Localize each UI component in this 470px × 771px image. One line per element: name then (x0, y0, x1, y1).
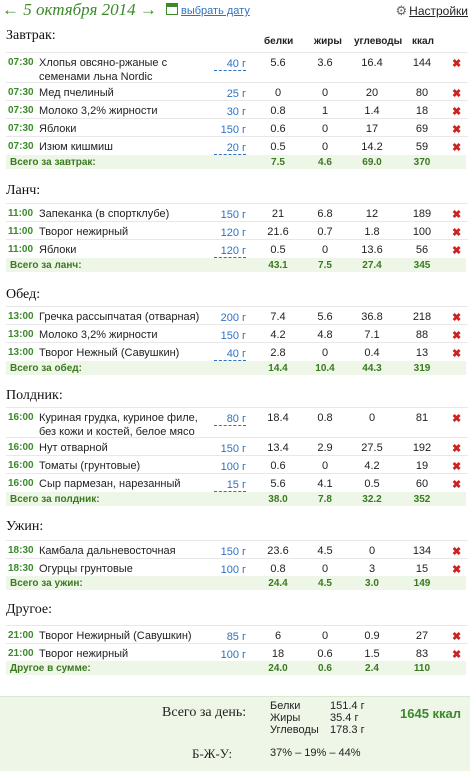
meal-total-label: Всего за ланч: (10, 260, 82, 271)
meal-time: 07:30 (8, 87, 34, 98)
total-fat: 0.6 (318, 663, 332, 674)
weight-link[interactable]: 150 г (214, 546, 246, 559)
food-row (6, 455, 468, 474)
kcal-value: 83 (415, 648, 429, 660)
food-name[interactable]: Гречка рассыпчатая (отварная) (39, 311, 200, 323)
protein-value: 5.6 (270, 57, 286, 69)
food-name[interactable]: Хлопья овсяно-ржаные с семенами льна Nordic (39, 57, 168, 83)
fat-value: 0 (321, 630, 329, 642)
fat-value: 5.6 (317, 311, 333, 323)
protein-value: 4.2 (270, 329, 286, 341)
food-row (6, 540, 468, 559)
fat-value: 4.8 (317, 329, 333, 341)
delete-icon[interactable]: ✖ (452, 124, 462, 136)
total-protein: 7.5 (271, 157, 285, 168)
total-fat: 4.5 (318, 578, 332, 589)
protein-value: 21 (271, 208, 285, 220)
meal-title: Ланч: (6, 183, 41, 198)
food-row (6, 342, 468, 361)
day-fat-value: 35.4 г (330, 712, 359, 724)
fat-value: 0 (321, 563, 329, 575)
fat-value: 0.8 (317, 412, 333, 424)
food-name[interactable]: Творог нежирный (39, 648, 129, 660)
day-protein-value: 151.4 г (330, 700, 365, 712)
weight-link[interactable]: 150 г (214, 209, 246, 222)
total-kcal: 110 (413, 663, 431, 674)
delete-icon[interactable]: ✖ (452, 546, 462, 558)
carbs-value: 1.4 (364, 105, 380, 117)
meal-time: 13:00 (8, 347, 34, 358)
carbs-value: 0.5 (364, 478, 380, 490)
carbs-value: 13.6 (361, 244, 383, 256)
food-name[interactable]: Творог Нежирный (Савушкин) (39, 630, 192, 642)
carbs-value: 12 (365, 208, 379, 220)
food-row (6, 136, 468, 155)
weight-link[interactable]: 120 г (214, 227, 246, 240)
food-name[interactable]: Молоко 3,2% жирности (39, 329, 158, 341)
meal-total (6, 492, 466, 506)
meal-title: Ужин: (6, 519, 44, 534)
total-carbs: 69.0 (362, 157, 382, 168)
protein-value: 18 (271, 648, 285, 660)
weight-link[interactable]: 150 г (214, 443, 246, 456)
protein-value: 0.8 (270, 563, 286, 575)
fat-value: 4.5 (317, 545, 333, 557)
carbs-value: 0.4 (364, 347, 380, 359)
kcal-value: 69 (415, 123, 429, 135)
total-protein: 43.1 (268, 260, 288, 271)
delete-icon[interactable]: ✖ (452, 413, 462, 425)
total-kcal: 370 (413, 157, 431, 168)
total-kcal: 352 (413, 494, 431, 505)
food-name[interactable]: Огурцы грунтовые (39, 563, 133, 575)
food-row (6, 625, 468, 644)
kcal-value: 13 (415, 347, 429, 359)
kcal-value: 19 (415, 460, 429, 472)
weight-link[interactable]: 100 г (214, 461, 246, 474)
meal-total (6, 661, 466, 675)
weight-link[interactable]: 20 г (214, 142, 246, 155)
meal-time: 18:30 (8, 563, 34, 574)
fat-value: 0 (321, 347, 329, 359)
pick-date-link[interactable] (166, 3, 250, 17)
weight-link[interactable]: 120 г (214, 245, 246, 258)
kcal-value: 80 (415, 87, 429, 99)
protein-value: 0.5 (270, 141, 286, 153)
meal-time: 16:00 (8, 442, 34, 453)
meal-time: 07:30 (8, 105, 34, 116)
weight-link[interactable]: 150 г (214, 124, 246, 137)
weight-link[interactable]: 80 г (214, 413, 246, 426)
fat-value: 0 (321, 123, 329, 135)
fat-value: 4.1 (317, 478, 333, 490)
weight-link[interactable]: 150 г (214, 330, 246, 343)
top-bar (0, 0, 470, 20)
food-row (6, 82, 468, 101)
protein-value: 13.4 (267, 442, 289, 454)
total-carbs: 2.4 (365, 663, 379, 674)
total-protein: 38.0 (268, 494, 288, 505)
weight-link[interactable]: 30 г (214, 106, 246, 119)
total-kcal: 345 (413, 260, 431, 271)
food-name[interactable]: Яблоки (39, 244, 77, 256)
weight-link[interactable]: 40 г (214, 348, 246, 361)
carbs-value: 0.9 (364, 630, 380, 642)
total-protein: 14.4 (268, 363, 288, 374)
day-summary (0, 696, 470, 771)
protein-value: 21.6 (267, 226, 289, 238)
day-protein-label: Белки (270, 700, 301, 712)
food-row (6, 52, 468, 83)
food-name[interactable]: Творог нежирный (39, 226, 129, 238)
fat-value: 0.6 (317, 648, 333, 660)
carbs-value: 0 (368, 545, 376, 557)
kcal-value: 18 (415, 105, 429, 117)
carbs-value: 1.5 (364, 648, 380, 660)
weight-link[interactable]: 25 г (214, 88, 246, 101)
kcal-value: 27 (415, 630, 429, 642)
total-fat: 7.8 (318, 494, 332, 505)
food-row (6, 203, 468, 222)
day-fat-label: Жиры (270, 712, 301, 724)
food-row (6, 643, 468, 662)
food-name[interactable]: Изюм кишмиш (39, 141, 114, 153)
total-carbs: 32.2 (362, 494, 382, 505)
protein-value: 5.6 (270, 478, 286, 490)
food-name[interactable]: Мед пчелиный (39, 87, 114, 99)
delete-icon[interactable]: ✖ (452, 443, 462, 455)
meal-title: Полдник: (6, 388, 63, 403)
meal-title: Обед: (6, 287, 41, 302)
meal-time: 11:00 (8, 244, 34, 255)
meal-total (6, 361, 466, 375)
delete-icon[interactable]: ✖ (452, 461, 462, 473)
kcal-value: 100 (412, 226, 432, 238)
carbs-value: 14.2 (361, 141, 383, 153)
weight-link[interactable]: 100 г (214, 649, 246, 662)
meal-title: Завтрак: (6, 28, 56, 43)
kcal-value: 56 (415, 244, 429, 256)
total-fat: 4.6 (318, 157, 332, 168)
protein-value: 2.8 (270, 347, 286, 359)
total-carbs: 27.4 (362, 260, 382, 271)
kcal-value: 189 (412, 208, 432, 220)
carbs-value: 20 (365, 87, 379, 99)
delete-icon[interactable]: ✖ (452, 330, 462, 342)
total-carbs: 44.3 (362, 363, 382, 374)
fat-value: 0 (321, 87, 329, 99)
food-name[interactable]: Томаты (грунтовые) (39, 460, 141, 472)
carbs-value: 1.8 (364, 226, 380, 238)
kcal-value: 192 (412, 442, 432, 454)
meal-time: 07:30 (8, 141, 34, 152)
col-header-protein: белки (264, 36, 294, 47)
total-protein: 24.4 (268, 578, 288, 589)
settings-label[interactable]: Настройки (409, 4, 468, 18)
kcal-value: 81 (415, 412, 429, 424)
protein-value: 23.6 (267, 545, 289, 557)
carbs-value: 4.2 (364, 460, 380, 472)
delete-icon[interactable]: ✖ (452, 312, 462, 324)
delete-icon[interactable]: ✖ (452, 106, 462, 118)
food-row (6, 407, 468, 438)
ratio-label: Б-Ж-У: (192, 746, 233, 761)
delete-icon[interactable]: ✖ (452, 88, 462, 100)
meal-time: 16:00 (8, 460, 34, 471)
delete-icon[interactable]: ✖ (452, 209, 462, 221)
col-header-carbs: углеводы (354, 36, 403, 47)
food-name[interactable]: Куриная грудка, куриное филе, без кожи и костей, белое мясо (39, 412, 198, 438)
delete-icon[interactable]: ✖ (452, 348, 462, 360)
food-row (6, 558, 468, 577)
food-name[interactable]: Запеканка (в спортклубе) (39, 208, 170, 220)
delete-icon[interactable]: ✖ (452, 564, 462, 576)
meal-total-label: Всего за полдник: (10, 494, 100, 505)
food-row (6, 473, 468, 492)
settings-link[interactable] (396, 3, 469, 19)
food-name[interactable]: Камбала дальневосточная (39, 545, 176, 557)
weight-link[interactable]: 100 г (214, 564, 246, 577)
total-kcal: 149 (413, 578, 431, 589)
meal-time: 21:00 (8, 648, 34, 659)
kcal-value: 88 (415, 329, 429, 341)
food-row (6, 100, 468, 119)
day-carbs-value: 178.3 г (330, 724, 365, 736)
meal-time: 16:00 (8, 412, 34, 423)
total-carbs: 3.0 (365, 578, 379, 589)
meal-time: 21:00 (8, 630, 34, 641)
weight-link[interactable]: 85 г (214, 631, 246, 644)
protein-value: 6 (274, 630, 282, 642)
meal-title: Другое: (6, 602, 53, 617)
delete-icon[interactable]: ✖ (452, 245, 462, 257)
carbs-value: 16.4 (361, 57, 383, 69)
food-name[interactable]: Творог Нежный (Савушкин) (39, 347, 180, 359)
carbs-value: 17 (365, 123, 379, 135)
day-total-label: Всего за день: (162, 705, 247, 720)
meal-total (6, 576, 466, 590)
ratio-value: 37% – 19% – 44% (270, 747, 361, 759)
carbs-value: 27.5 (361, 442, 383, 454)
fat-value: 6.8 (317, 208, 333, 220)
delete-icon[interactable]: ✖ (452, 227, 462, 239)
calendar-icon (166, 3, 178, 15)
food-row (6, 324, 468, 343)
kcal-value: 59 (415, 141, 429, 153)
meal-time: 18:30 (8, 545, 34, 556)
protein-value: 7.4 (270, 311, 286, 323)
protein-value: 0.6 (270, 123, 286, 135)
delete-icon[interactable]: ✖ (452, 479, 462, 491)
carbs-value: 7.1 (364, 329, 380, 341)
fat-value: 1 (321, 105, 329, 117)
day-carbs-label: Углеводы (270, 724, 319, 736)
food-row (6, 118, 468, 137)
meal-time: 13:00 (8, 311, 34, 322)
col-header-fat: жиры (314, 36, 342, 47)
delete-icon[interactable]: ✖ (452, 142, 462, 154)
day-kcal-value: 1645 ккал (400, 706, 462, 721)
meal-time: 07:30 (8, 123, 34, 134)
fat-value: 0 (321, 244, 329, 256)
food-name[interactable]: Молоко 3,2% жирности (39, 105, 158, 117)
meal-time: 11:00 (8, 208, 34, 219)
protein-value: 0.6 (270, 460, 286, 472)
food-row (6, 306, 468, 325)
food-name[interactable]: Сыр пармезан, нарезанный (39, 478, 181, 490)
meal-total-label: Всего за ужин: (10, 578, 83, 589)
meal-time: 13:00 (8, 329, 34, 340)
fat-value: 3.6 (317, 57, 333, 69)
total-kcal: 319 (413, 363, 431, 374)
protein-value: 0 (274, 87, 282, 99)
food-row (6, 437, 468, 456)
fat-value: 2.9 (317, 442, 333, 454)
food-name[interactable]: Нут отварной (39, 442, 108, 454)
delete-icon[interactable]: ✖ (452, 631, 462, 643)
date-navigator[interactable]: ← 5 октября 2014 → (2, 0, 157, 19)
meal-total-label: Всего за обед: (10, 363, 82, 374)
meal-time: 16:00 (8, 478, 34, 489)
total-protein: 24.0 (268, 663, 288, 674)
meal-total (6, 258, 466, 272)
food-name[interactable]: Яблоки (39, 123, 77, 135)
fat-value: 0.7 (317, 226, 333, 238)
delete-icon[interactable]: ✖ (452, 58, 462, 70)
kcal-value: 134 (412, 545, 432, 557)
delete-icon[interactable]: ✖ (452, 649, 462, 661)
kcal-value: 15 (415, 563, 429, 575)
carbs-value: 3 (368, 563, 376, 575)
meal-time: 07:30 (8, 57, 34, 68)
food-row (6, 239, 468, 258)
gear-icon: ⚙ (395, 3, 408, 18)
meal-total-label: Всего за завтрак: (10, 157, 96, 168)
meal-total-label: Другое в сумме: (10, 663, 91, 674)
kcal-value: 60 (415, 478, 429, 490)
meal-time: 11:00 (8, 226, 34, 237)
col-header-kcal: ккал (412, 36, 434, 47)
protein-value: 18.4 (267, 412, 289, 424)
carbs-value: 0 (368, 412, 376, 424)
food-row (6, 221, 468, 240)
carbs-value: 36.8 (361, 311, 383, 323)
weight-link[interactable]: 40 г (214, 58, 246, 71)
kcal-value: 144 (412, 57, 432, 69)
weight-link[interactable]: 15 г (214, 479, 246, 492)
total-fat: 10.4 (315, 363, 335, 374)
protein-value: 0.8 (270, 105, 286, 117)
kcal-value: 218 (412, 311, 432, 323)
fat-value: 0 (321, 141, 329, 153)
meal-total (6, 155, 466, 169)
fat-value: 0 (321, 460, 329, 472)
protein-value: 0.5 (270, 244, 286, 256)
weight-link[interactable]: 200 г (214, 312, 246, 325)
pick-date-label[interactable]: выбрать дату (181, 5, 250, 17)
total-fat: 7.5 (318, 260, 332, 271)
